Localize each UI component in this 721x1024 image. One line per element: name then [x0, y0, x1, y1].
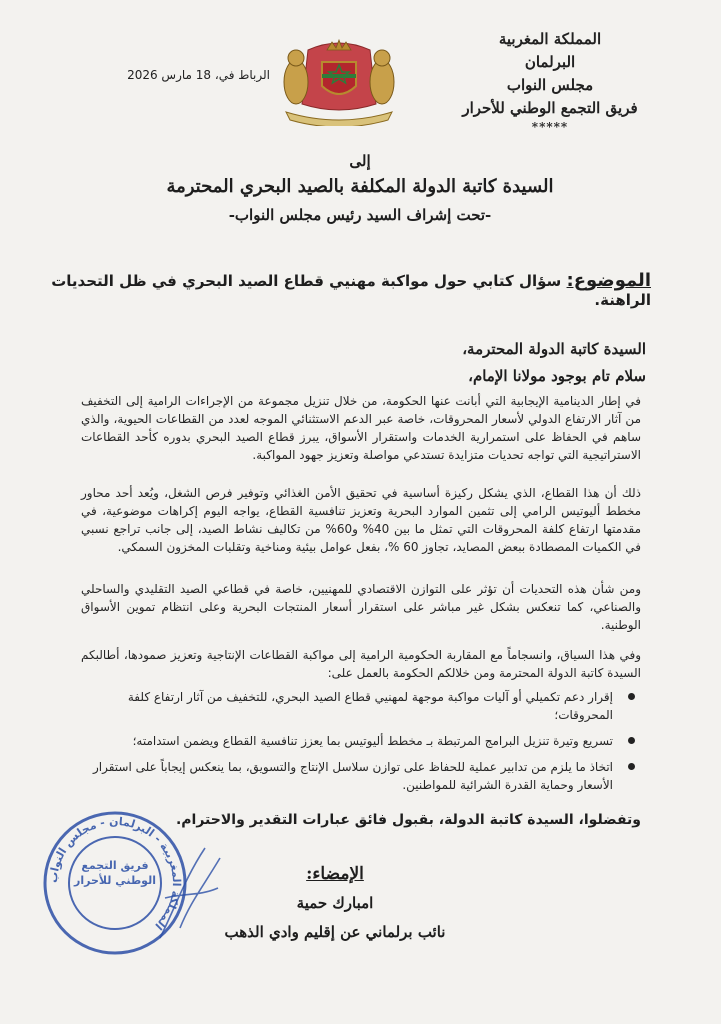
bullet-icon: [628, 763, 635, 770]
signature-block: [190, 860, 480, 946]
paragraph-request: وفي هذا السياق، وانسجاماً مع المقاربة الحكومية الرامية إلى مواكبة القطاعات الإنتاجية وتعزيز صمودها، أطالبكم السيدة كاتبة الدولة المحترمة ومن خلالكم الحكومة بالعمل على:: [81, 648, 641, 680]
bullet-icon: [628, 737, 635, 744]
addressee-title: السيدة كاتبة الدولة المكلفة بالصيد البحري المحترمة: [166, 176, 554, 197]
header-stars: *****: [531, 120, 569, 134]
closing-line: وتفضلوا، السيدة كاتبة الدولة، بقبول فائق عبارات التقدير والاحترام.: [175, 812, 641, 828]
addressee-supervision: -تحت إشراف السيد رئيس مجلس النواب-: [228, 206, 492, 224]
bullet-icon: [628, 693, 635, 700]
addressee-to: إلى: [349, 152, 371, 170]
salutation: السيدة كاتبة الدولة المحترمة،: [462, 340, 646, 358]
signature-label: الإمضاء:: [306, 864, 364, 884]
header-group: فريق التجمع الوطني للأحرار: [462, 99, 638, 117]
list-item: [81, 688, 641, 724]
paragraph-sector: ذلك أن هذا القطاع، الذي يشكل ركيزة أساسية في تحقيق الأمن الغذائي وتوفير فرص الشغل، ويُعد أحد محاور مخطط أليوتيس الرامي إلى تثمين الموارد البحرية وتعزيز تنافسية القطاع، يواجه اليوم إكراهات موضوعية، في مقدمتها ارتفاع كلفة المحروقات التي تمثل ما بين 40% و60% من تكاليف نشاط الصيد، إلى جانب تراجع نسبي في الكميات المصطادة ببعض المصايد، تجاوز 60 %، بفعل عوامل بيئية ومناخية وتقلبات المخزون السمكي.: [81, 486, 642, 554]
paragraph-challenges: ومن شأن هذه التحديات أن تؤثر على التوازن الاقتصادي للمهنيين، خاصة في قطاعي الصيد التقليدي والساحلي والصناعي، كما تنعكس بشكل غير مباشر على استقرار أسعار المنتجات البحرية وعلى انتظام تموين الأسواق الوطنية.: [81, 582, 641, 632]
stamp-outer-text: المملكة المغربية - البرلمان - مجلس النواب: [46, 814, 184, 933]
list-item-text: تسريع وتيرة تنزيل البرامج المرتبطة بـ مخطط أليوتيس بما يعزز تنافسية القطاع ويضمن استدامته؛: [132, 734, 613, 748]
request-list: [81, 688, 641, 802]
stamp-inner-text: فريق التجمع الوطني للأحرار: [74, 859, 156, 887]
signatory-name: امبارك حمية: [296, 894, 374, 912]
list-item: [81, 758, 641, 794]
subject-line: [51, 270, 651, 309]
list-item: [81, 732, 641, 750]
header-kingdom: المملكة المغربية: [498, 30, 602, 48]
coat-of-arms-emblem: [278, 34, 400, 126]
list-item-text: اتخاذ ما يلزم من تدابير عملية للحفاظ على توازن سلاسل الإنتاج والتسويق، بما ينعكس إيجاباً على استقرار الأسعار وحماية القدرة الشرائية للمواطنين.: [92, 760, 613, 792]
header-house: مجلس النواب: [506, 76, 594, 94]
list-item-text: إقرار دعم تكميلي أو آليات مواكبة موجهة لمهنيي قطاع الصيد البحري، للتخفيف من آثار ارتفاع كلفة المحروقات؛: [127, 690, 613, 722]
subject-label: الموضوع:: [566, 270, 651, 291]
letterhead: [445, 28, 655, 134]
addressee-block: [60, 150, 660, 228]
signatory-role: نائب برلماني عن إقليم وادي الذهب: [224, 923, 446, 941]
date-line: الرباط في، 18 مارس 2026: [127, 68, 270, 82]
paragraph-intro: في إطار الدينامية الإيجابية التي أبانت عنها الحكومة، من خلال تنزيل مجموعة من الإجراءات الرامية إلى التخفيف من آثار الارتفاع الدولي لأسعار المحروقات، خاصة عبر الدعم الاستثنائي الموجه لعدد من القطاعات الحيوية، والذي ساهم في الحفاظ على استمرارية الخدمات واستقرار الأسواق، يبرز قطاع الصيد البحري بدوره كأحد القطاعات الاستراتيجية التي تواجه تحديات متزايدة تستدعي مواصلة وتعزيز جهود المواكبة.: [81, 394, 641, 462]
header-parliament: البرلمان: [524, 53, 576, 71]
peace-greeting: سلام تام بوجود مولانا الإمام،: [468, 367, 646, 385]
subject-text: سؤال كتابي حول مواكبة مهنيي قطاع الصيد البحري في ظل التحديات الراهنة.: [51, 272, 651, 309]
